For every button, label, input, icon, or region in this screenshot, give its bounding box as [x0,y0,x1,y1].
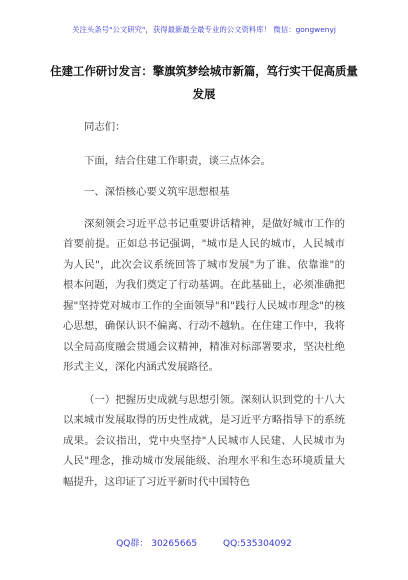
body-paragraph: 深刻领会习近平总书记重要讲话精神，是做好城市工作的首要前提。正如总书记强调，"城市是人民的城市，人民城市为人民"，此次会议系统回答了城市发展"为了谁、依靠谁"的根本问题，为我们奠定了行动基调。在此基础上，必须准确把握"坚持党对城市工作的全面领导"和"践行人民城市理念"的核心思想，确保认识不偏离、行动不越轨。在住建工作中，我将以全局高度融会贯通会议精神，精准对标部署要求，坚决杜绝形式主义，深化内涵式发展路径。 [63,217,345,373]
body-paragraph: （一）把握历史成就与思想引领。深刻认识到党的十八大以来城市发展取得的历史性成就，是习近平方略指导下的系统成果。会议指出，党中央坚持"人民城市人民建、人民城市为人民"理念，推动城市发展能级、治理水平和生态环境质量大幅提升，这印证了习近平新时代中国特色 [63,393,345,488]
intro-paragraph: 下面，结合住建工作职责，谈三点体会。 [84,154,272,167]
footer-contact [0,536,408,549]
document-body [63,117,345,492]
section-heading: 一、深悟核心要义筑牢思想根基 [84,186,230,198]
footer-qq-group: QQ群： 30265665 [116,539,198,549]
header-banner: 关注头条号"公文研究"，获得最新最全最专业的公文资料库！ 微信：gongwenyj [72,25,336,34]
document-title: 住建工作研讨发言：擎旗筑梦绘城市新篇，笃行实干促高质量发展 [50,64,358,101]
footer-qq: QQ:535304092 [223,539,292,549]
salutation: 同志们： [84,121,126,133]
